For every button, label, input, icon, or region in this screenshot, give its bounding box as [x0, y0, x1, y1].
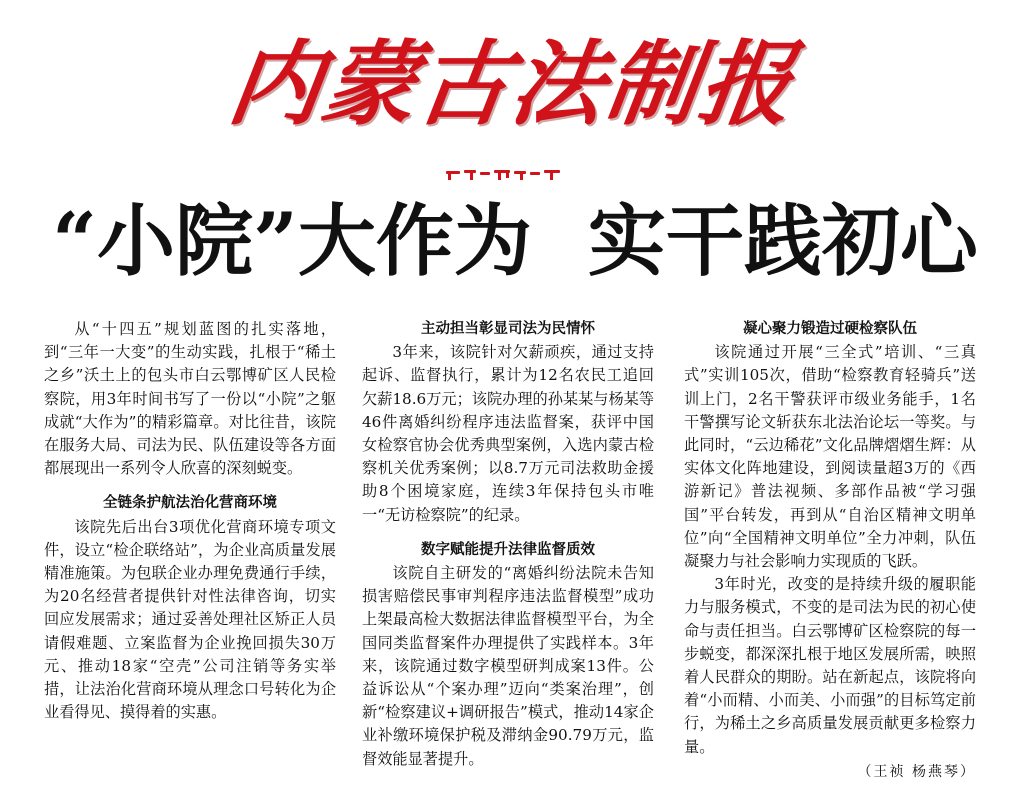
intro-paragraph: 从“十四五”规划蓝图的扎实落地，到“三年一大变”的生动实践，扎根于“稀土之乡”沃土上的包头市白云鄂博矿区人民检察院，用3年时间书写了一份以“小院”之躯成就“大作为”的精彩篇章。对比往昔，该院在服务大局、司法为民、队伍建设等各方面都展现出一系列令人欣喜的深刻蜕变。	[44, 320, 336, 478]
article-column-3	[684, 318, 976, 784]
article-column-1	[44, 318, 336, 724]
masthead	[0, 18, 1018, 178]
section-heading-business-environment: 全链条护航法治化营商环境	[103, 495, 277, 512]
team-building-paragraph: 该院通过开展“三全式”培训、“三真式”实训105次，借助“检察教育轻骑兵”送训上门，2名干警获评市级业务能手，1名干警撰写论文斩获东北法治论坛一等奖。与此同时，“云边稀花”文化品牌熠熠生辉：从实体文化阵地建设，到阅读量超3万的《西游新记》普法视频、多部作品被“学习强国”平台转发，再到从“自治区精神文明单位”向“全国精神文明单位”全力冲刺，队伍凝聚力与社会影响力实现质的飞跃。	[684, 343, 976, 571]
section-heading-justice-for-people: 主动担当彰显司法为民情怀	[421, 321, 595, 337]
business-environment-paragraph: 该院先后出台3项优化营商环境专项文件，设立“检企联络站”，为企业高质量发展精准施策。为包联企业办理免费通行手续，为20名经营者提供针对性法律咨询，切实回应发展需求；通过妥善处理社区矫正人员请假难题、立案监督为企业挽回损失30万元、推动18家“空壳”公司注销等务实举措，让法治化营商环境从理念口号转化为企业看得见、摸得着的实惠。	[44, 517, 336, 722]
masthead-title: 内蒙古法制报	[222, 30, 802, 138]
section-heading-digital-empowerment: 数字赋能提升法律监督质效	[421, 541, 595, 558]
closing-paragraph: 3年时光，改变的是持续升级的履职能力与服务模式，不变的是司法为民的初心使命与责任担当。白云鄂博矿区检察院的每一步蜕变，都深深扎根于地区发展所需，映照着人民群众的期盼。站在新起点，该院将向着“小而精、小而美、小而强”的目标笃定前行，为稀土之乡高质量发展贡献更多检察力量。	[684, 575, 976, 756]
masthead-mongolian-script-graphic	[444, 168, 564, 182]
headline-part-1: “小院”大作为	[52, 196, 532, 287]
justice-for-people-paragraph: 3年来，该院针对欠薪顽疾，通过支持起诉、监督执行，累计为12名农民工追回欠薪18.6万元；该院办理的孙某某与杨某等46件离婚纠纷程序违法监督案，获评中国女检察官协会优秀典型案例，入选内蒙古检察机关优秀案例；以8.7万元司法救助金援助8个困境家庭，连续3年保持包头市唯一“无访检察院”的纪录。	[362, 343, 655, 524]
section-heading-team-building: 凝心聚力锻造过硬检察队伍	[743, 321, 917, 337]
article-column-2	[362, 318, 654, 771]
digital-empowerment-paragraph: 该院自主研发的“离婚纠纷法院未告知损害赔偿民事审判程序违法监督模型”成功上架最高检大数据法律监督模型平台，为全国同类监督案件办理提供了实践样本。3年来，该院通过数字模型研判成案13件。公益诉讼从“个案办理”迈向“类案治理”，创新“检察建议+调研报告”模式，推动14家企业补缴环境保护税及滞纳金90.79万元，监督效能显著提升。	[362, 564, 654, 768]
author-signature: （王祯 杨燕琴）	[857, 763, 976, 780]
headline-part-2: 实干践初心	[587, 196, 978, 287]
article-headline	[40, 192, 990, 292]
